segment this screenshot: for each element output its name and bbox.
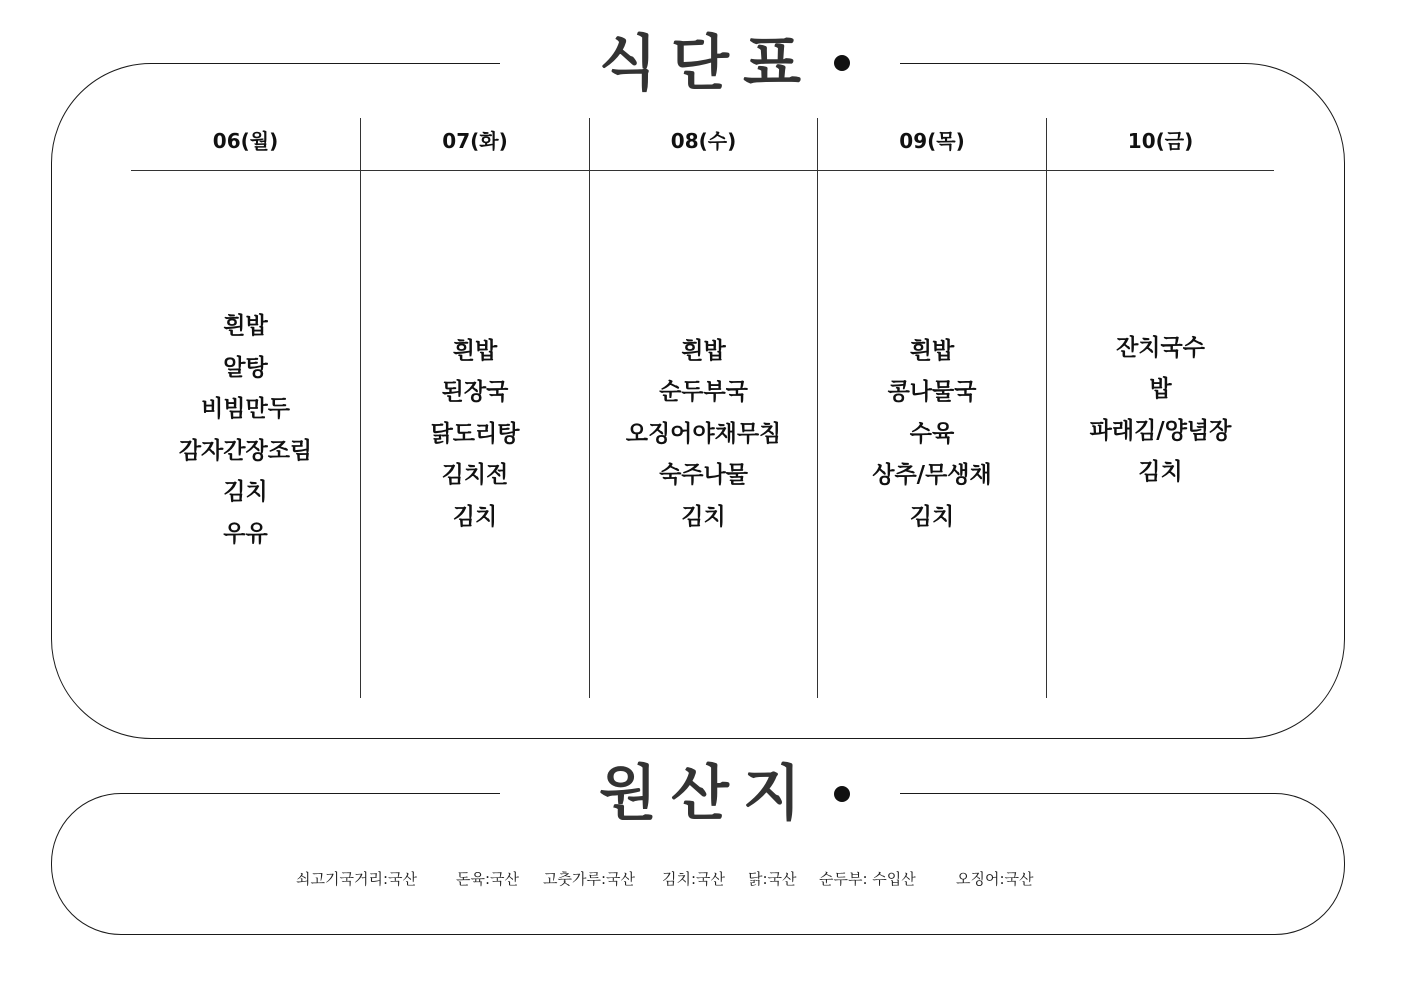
dish-item: 김치 [223, 479, 268, 505]
origin-item: 김치:국산 [662, 870, 726, 888]
day-header: 10(금) [1127, 129, 1194, 153]
dish-item: 김치 [681, 503, 726, 530]
dish-item: 된장국 [441, 379, 509, 406]
dish-list [818, 171, 1046, 698]
dish-item: 콩나물국 [887, 379, 977, 406]
origin-item: 돈육:국산 [456, 870, 520, 888]
origin-item: 닭:국산 [748, 870, 797, 888]
dish-item: 순두부국 [659, 379, 748, 406]
origin-item: 고춧가루:국산 [543, 870, 635, 888]
origin-item: 오징어:국산 [956, 870, 1034, 888]
day-header: 09(목) [899, 129, 965, 153]
dish-list [361, 171, 589, 698]
dish-item: 알탕 [223, 354, 268, 381]
dish-item: 닭도리탕 [430, 420, 520, 447]
dish-item: 흰밥 [452, 337, 498, 364]
day-header: 08(수) [670, 129, 737, 153]
dish-item: 숙주나물 [659, 462, 748, 489]
dish-item: 잔치국수 [1116, 334, 1205, 361]
origin-item: 순두부: 수입산 [819, 870, 916, 888]
dish-item: 파래김/양념장 [1089, 417, 1232, 444]
dish-item: 흰밥 [909, 337, 955, 364]
weekly-menu-table [131, 118, 1274, 698]
dish-list [1047, 171, 1274, 698]
dish-list [590, 171, 817, 698]
dish-item: 감자간장조림 [178, 437, 313, 464]
day-header: 07(화) [442, 129, 508, 153]
title-dot-right [834, 786, 850, 802]
day-column-wed [589, 118, 817, 698]
origin-title: 원산지 [599, 759, 815, 829]
dish-item: 흰밥 [223, 313, 268, 339]
day-column-mon [131, 118, 360, 698]
day-column-thu [817, 118, 1046, 698]
dish-item: 김치 [1138, 459, 1183, 485]
day-column-fri [1046, 118, 1274, 698]
menu-title: 식단표 [599, 29, 815, 99]
dish-item: 흰밥 [681, 337, 726, 364]
day-header: 06(월) [212, 129, 279, 153]
dish-item: 김치전 [441, 462, 509, 489]
dish-item: 김치 [909, 503, 955, 530]
dish-list [131, 171, 360, 698]
dish-item: 상추/무생채 [872, 462, 992, 489]
origin-list [296, 866, 1096, 892]
dish-item: 김치 [452, 503, 498, 530]
dish-item: 밥 [1149, 376, 1172, 402]
dish-item: 오징어야채무침 [625, 420, 782, 447]
dish-item: 우유 [223, 520, 268, 547]
dish-item: 비빔만두 [201, 396, 290, 422]
dish-item: 수육 [909, 420, 955, 447]
title-dot-right [834, 55, 850, 71]
origin-item: 쇠고기국거리:국산 [296, 870, 417, 888]
day-column-tue [360, 118, 589, 698]
